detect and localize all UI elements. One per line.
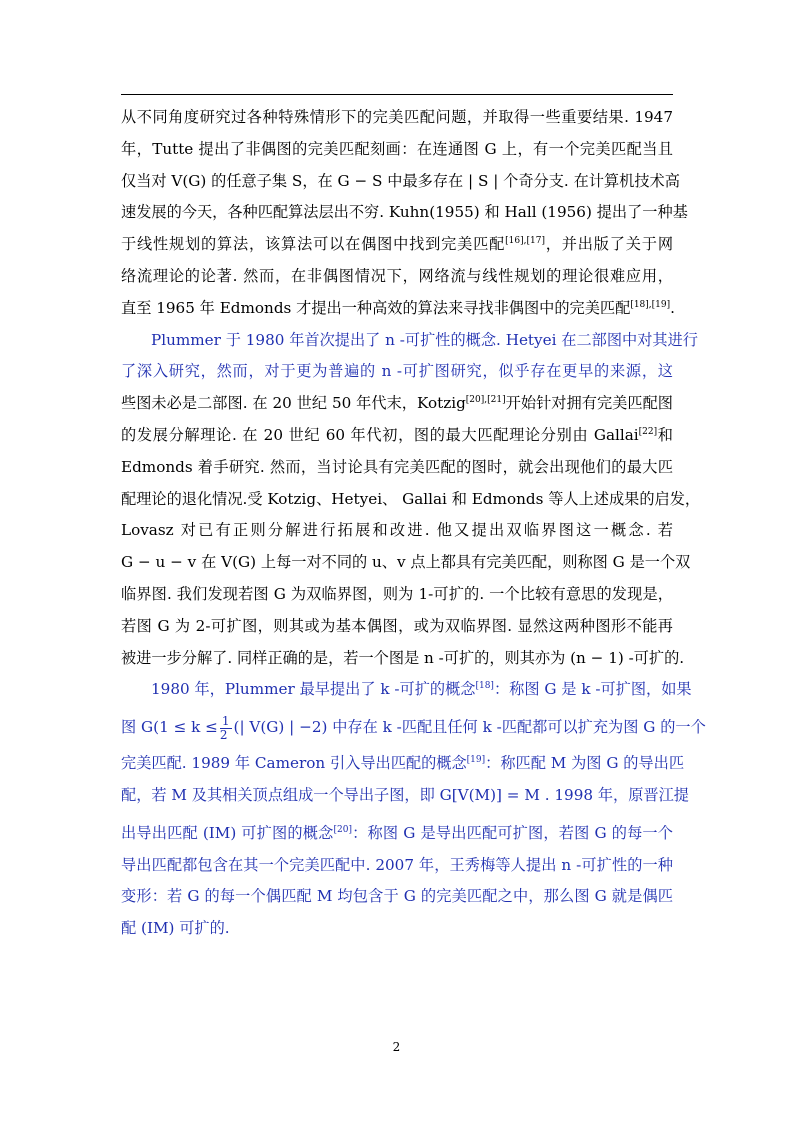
citation: [22] — [638, 426, 658, 437]
citation: [18] — [475, 681, 494, 692]
text-line: 变形：若 G 的每一个偶匹配 M 均包含于 G 的完美匹配之中，那么图 G 就是偶匹 — [121, 887, 673, 906]
text-line: Lovasz 对已有正则分解进行拓展和改进. 他又提出双临界图这一概念. 若 — [121, 521, 673, 540]
text-segment: . — [670, 298, 675, 317]
text-line: Edmonds 着手研究. 然而，当讨论具有完美匹配的图时，就会出现他们的最大匹 — [121, 457, 673, 476]
text-line: 从不同角度研究过各种特殊情形下的完美匹配问题，并取得一些重要结果. 1947 — [121, 108, 673, 126]
citation: [16],[17] — [505, 236, 545, 247]
text-line: 被进一步分解了. 同样正确的是，若一个图是 n -可扩的，则其亦为 (n − 1) -可扩的. — [121, 648, 685, 667]
text-line: 年，Tutte 提出了非偶图的完美匹配刻画：在连通图 G 上，有一个完美匹配当且 — [121, 139, 673, 158]
text-line: Plummer 于 1980 年首次提出了 n -可扩性的概念. Hetyei 在二部图中对其进行 — [151, 330, 698, 349]
text-segment: 图 G(1 ≤ k ≤ — [121, 718, 218, 737]
paragraph-3 — [121, 674, 706, 945]
text-segment: 的发展分解理论. 在 20 世纪 60 年代初，图的最大匹配理论分别由 Gallai — [121, 425, 639, 444]
text-line — [121, 420, 673, 452]
text-line — [121, 674, 692, 706]
text-line: 临界图. 我们发现若图 G 为双临界图，则为 1-可扩的. 一个比较有意思的发现是， — [121, 584, 673, 603]
text-line: 若图 G 为 2-可扩图，则其或为基本偶图，或为双临界图. 显然这两种图形不能再 — [121, 616, 673, 635]
text-segment: ，并出版了关于网 — [544, 235, 673, 254]
citation: [19] — [466, 755, 486, 766]
citation: [18],[19] — [630, 299, 671, 310]
fraction-denominator: 2 — [219, 727, 228, 742]
citation: [20] — [333, 824, 352, 835]
text-segment: 和 — [657, 425, 673, 444]
text-line: 络流理论的论著. 然而，在非偶图情况下，网络流与线性规划的理论很难应用， — [121, 266, 673, 285]
text-line: 导出匹配都包含在其一个完美匹配中. 2007 年，王秀梅等人提出 n -可扩性的一种 — [121, 855, 673, 874]
citation: [20],[21] — [465, 395, 506, 406]
text-line — [121, 229, 673, 261]
text-line: 仅当对 V(G) 的任意子集 S，在 G − S 中最多存在 | S | 个奇分支. 在计算机技术高 — [121, 171, 680, 190]
fraction — [220, 715, 232, 742]
text-line — [121, 293, 673, 325]
text-segment: 开始针对拥有完美匹配图 — [505, 394, 673, 413]
text-line: 配，若 M 及其相关顶点组成一个导出子图，即 G[V(M)] = M . 1998 年，原晋江提 — [121, 785, 689, 804]
fraction-numerator: 1 — [221, 713, 230, 728]
text-segment: ：称图 G 是导出匹配可扩图，若图 G 的每一个 — [352, 823, 673, 842]
text-line: G − u − v 在 V(G) 上每一对不同的 u、v 点上都具有完美匹配，则称图 G 是一个双 — [121, 553, 691, 572]
text-line — [121, 388, 673, 420]
text-line — [121, 706, 706, 748]
text-segment: 些图未必是二部图. 在 20 世纪 50 年代末，Kotzig — [121, 394, 466, 413]
text-segment: 1980 年，Plummer 最早提出了 k -可扩的概念 — [151, 680, 476, 699]
text-segment: 于线性规划的算法，该算法可以在偶图中找到完美匹配 — [121, 235, 506, 254]
text-line — [121, 748, 685, 780]
text-segment: 直至 1965 年 Edmonds 才提出一种高效的算法来寻找非偶图中的完美匹配 — [121, 298, 631, 317]
text-segment: ：称匹配 M 为图 G 的导出匹 — [485, 754, 685, 773]
paragraph-2 — [121, 325, 701, 675]
text-line: 配理论的退化情况.受 Kotzig、Hetyei、 Gallai 和 Edmonds 等人上述成果的启发， — [121, 489, 701, 508]
text-segment: 出导出匹配 (IM) 可扩图的概念 — [121, 823, 334, 842]
text-segment: 完美匹配. 1989 年 Cameron 引入导出匹配的概念 — [121, 754, 467, 773]
header-rule — [121, 94, 673, 95]
text-segment: (| V(G) | −2) 中存在 k -匹配且任何 k -匹配都可以扩充为图 G 的一个 — [233, 718, 706, 737]
text-segment: ：称图 G 是 k -可扩图，如果 — [493, 680, 692, 699]
page-number: 2 — [392, 1040, 401, 1054]
text-line — [121, 818, 673, 850]
text-line: 速发展的今天，各种匹配算法层出不穷. Kuhn(1955) 和 Hall (1956) 提出了一种基 — [121, 203, 688, 222]
text-line: 了深入研究，然而，对于更为普遍的 n -可扩图研究，似乎存在更早的来源，这 — [121, 362, 673, 381]
paragraph-1 — [121, 102, 688, 325]
text-line: 配 (IM) 可扩的. — [121, 919, 230, 938]
body-text — [121, 102, 706, 945]
